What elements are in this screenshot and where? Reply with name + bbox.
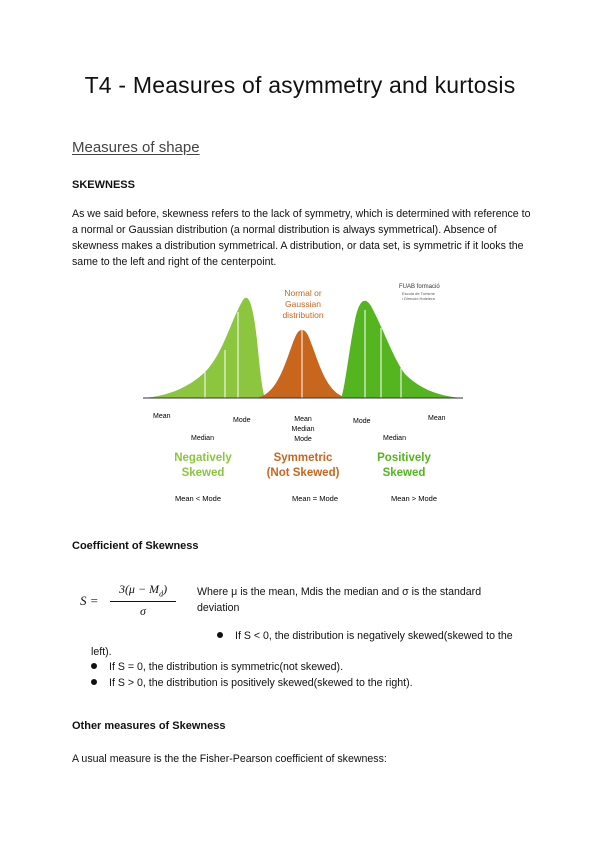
formula-lhs: S = xyxy=(80,593,99,608)
list-item: If S = 0, the distribution is symmetric(not skewed). xyxy=(91,659,343,675)
neg-mean-label: Mean xyxy=(153,413,171,420)
formula-numerator: $3(\mu - M_d)$ xyxy=(118,582,168,599)
neg-relation: Mean < Mode xyxy=(174,494,222,503)
normal-label-3: distribution xyxy=(282,310,324,320)
neg-caption-2: Skewed xyxy=(181,467,225,479)
skewness-formula xyxy=(80,580,180,624)
sym-caption-1: Symmetric xyxy=(273,452,333,464)
sym-mean-label: Mean xyxy=(294,416,312,423)
skewness-figure xyxy=(143,280,463,505)
pos-caption-2: Skewed xyxy=(382,467,426,479)
skewness-paragraph: As we said before, skewness refers to the lack of symmetry, which is determined with reference to a normal or Gaussian distribution (a normal distribution is always symmetrical). Absence of skewness makes a distribution symmetrical. A distribution, or data set, is symmetric if it looks the same to the left and right of the centerpoint. xyxy=(72,208,531,268)
logo-line-3: i Direcció Hotelera xyxy=(402,296,435,301)
formula-denominator: σ xyxy=(140,604,146,618)
coefficient-heading: Coefficient of Skewness xyxy=(72,540,199,552)
pos-mode-label: Mode xyxy=(353,418,371,425)
pos-median-label: Median xyxy=(383,435,406,442)
logo-line-2: Escola de Turisme xyxy=(402,291,435,296)
skewness-heading: SKEWNESS xyxy=(72,179,135,191)
negative-skew-curve xyxy=(143,298,265,398)
list-item-continuation: left). xyxy=(91,646,112,658)
section-heading: Measures of shape xyxy=(72,139,200,156)
neg-median-label: Median xyxy=(191,435,214,442)
list-item: If S > 0, the distribution is positively skewed(skewed to the right). xyxy=(91,675,413,691)
other-measures-paragraph: A usual measure is the the Fisher-Pearson coefficient of skewness: xyxy=(72,753,387,765)
normal-label-2: Gaussian xyxy=(285,299,321,309)
page-title: T4 - Measures of asymmetry and kurtosis xyxy=(84,72,516,98)
logo-line-1: FUAB formació xyxy=(399,284,440,290)
fraction-bar xyxy=(110,601,176,602)
pos-relation: Mean > Mode xyxy=(390,494,438,503)
pos-caption-1: Positively xyxy=(377,452,431,464)
fuab-logo xyxy=(399,284,440,301)
neg-caption-1: Negatively xyxy=(174,452,232,464)
list-item: If S < 0, the distribution is negatively skewed(skewed to the xyxy=(217,628,513,644)
sym-caption-2: (Not Skewed) xyxy=(266,467,340,479)
formula-explanation: Where μ is the mean, Mdis the median and σ is the standard deviation xyxy=(197,586,482,614)
sym-median-label: Median xyxy=(291,426,315,433)
sym-relation: Mean = Mode xyxy=(291,494,339,503)
neg-mode-label: Mode xyxy=(233,417,251,424)
normal-label-1: Normal or xyxy=(284,288,322,298)
other-measures-heading: Other measures of Skewness xyxy=(72,720,226,732)
sym-mode-label: Mode xyxy=(294,436,312,443)
pos-mean-label: Mean xyxy=(428,415,446,422)
